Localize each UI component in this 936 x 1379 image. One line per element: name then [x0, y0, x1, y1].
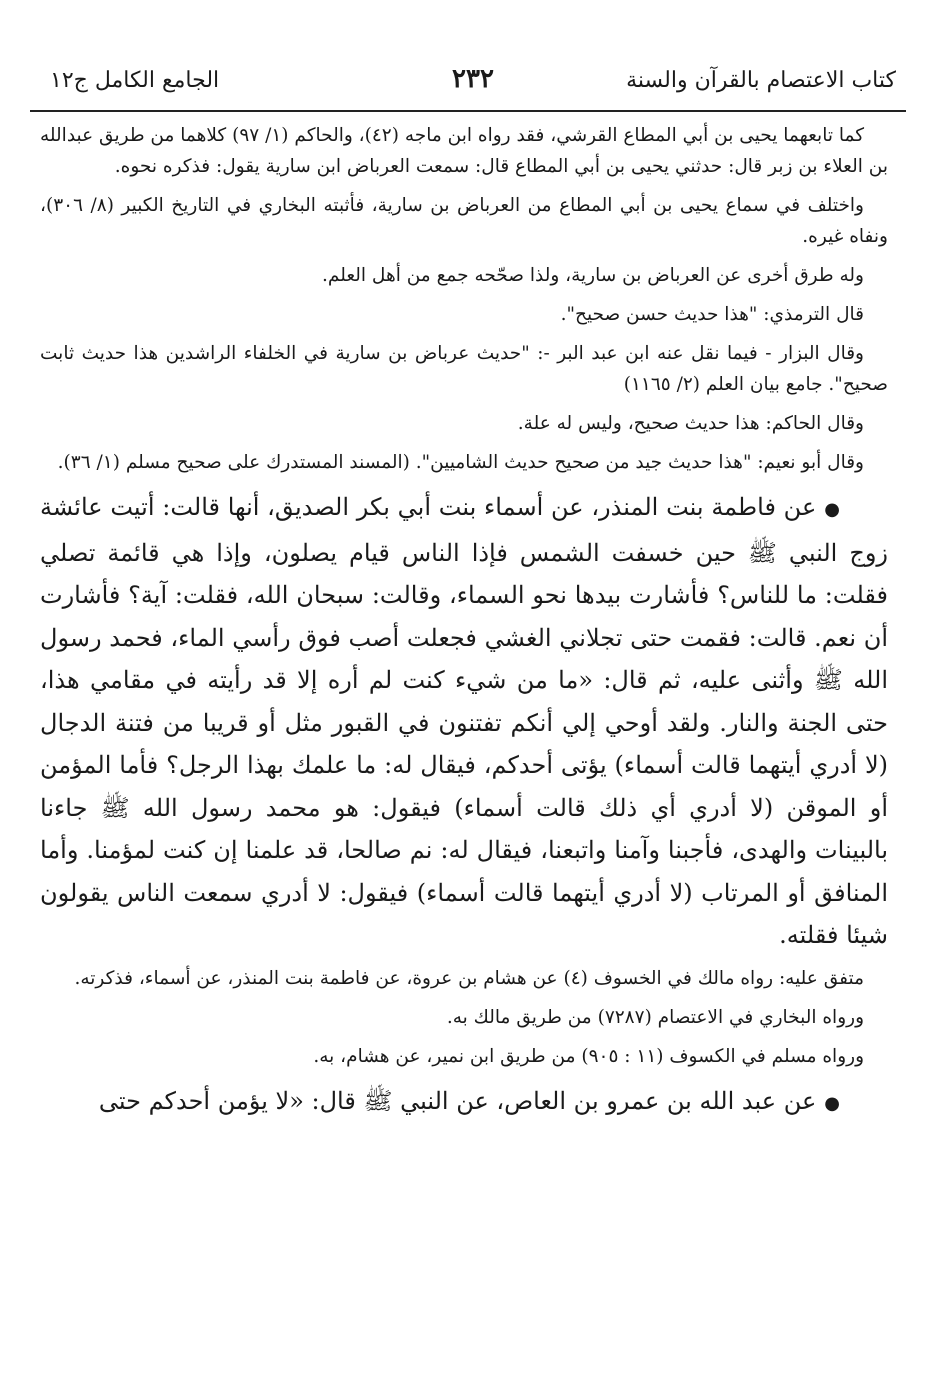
- takhrij-paragraph: متفق عليه: رواه مالك في الخسوف (٤) عن هشام بن عروة، عن فاطمة بنت المنذر، عن أسماء، فذكرته.: [74, 967, 864, 989]
- paragraph: وله طرق أخرى عن العرباض بن سارية، ولذا صحّحه جمع من أهل العلم.: [322, 265, 864, 286]
- hadith-body: عن فاطمة بنت المنذر، عن أسماء بنت أبي بكر الصديق، أنها قالت: أتيت عائشة زوج النبي ﷺ حين خسفت الشمس فإذا الناس قيام يصلون، وإذا هي قائمة تصلي فقلت: ما للناس؟ فأشارت بيدها نحو السماء، وقالت: سبحان الله، فقلت: آية؟ فأشارت أن نعم. قالت: فقمت حتى تجلاني الغشي فجعلت أصب فوق رأسي الماء، فحمد رسول الله ﷺ وأثنى عليه، ثم قال: «ما من شيء كنت لم أره إلا قد رأيته في مقامي هذا، حتى الجنة والنار. ولقد أوحي إلي أنكم تفتنون في القبور مثل أو قريبا من فتنة الدجال (لا أدري أيتهما قالت أسماء) يؤتى أحدكم، فيقال له: ما علمك بهذا الرجل؟ فأما المؤمن أو الموقن (لا أدري أي ذلك قالت أسماء) فيقول: هو محمد رسول الله ﷺ جاءنا بالبينات والهدى، فأجبنا وآمنا واتبعنا، فيقال له: نم صالحا، قد علمنا إن كنت لمؤمنا. وأما المنافق أو المرتاب (لا أدري أيتهما قالت أسماء) فيقول: لا أدري سمعت الناس يقولون شيئا فقلته.: [40, 493, 888, 949]
- takhrij-paragraph: ورواه مسلم في الكسوف (١١ : ٩٠٥) من طريق ابن نمير، عن هشام، به.: [313, 1045, 864, 1067]
- bullet-icon: ●: [824, 499, 840, 520]
- page-body: [40, 120, 888, 1131]
- hadith-body: عن عبد الله بن عمرو بن العاص، عن النبي ﷺ قال: «لا يؤمن أحدكم حتى: [98, 1086, 817, 1115]
- paragraph: وقال البزار - فيما نقل عنه ابن عبد البر -: "حديث عرباض بن سارية في الخلفاء الراشدين هذا حديث ثابت صحيح". جامع بيان العلم (٢/ ١١٦٥): [40, 343, 888, 395]
- paragraph: وقال الحاكم: هذا حديث صحيح، وليس له علة.: [517, 413, 864, 434]
- takhrij-paragraph: ورواه البخاري في الاعتصام (٧٢٨٧) من طريق مالك به.: [446, 1006, 864, 1028]
- bullet-icon: ●: [824, 1092, 840, 1114]
- paragraph: قال الترمذي: "هذا حديث حسن صحيح".: [560, 304, 864, 325]
- header-divider: [30, 110, 906, 112]
- volume-label: الجامع الكامل ج١٢: [50, 68, 220, 93]
- running-title: كتاب الاعتصام بالقرآن والسنة: [626, 68, 896, 93]
- paragraph: وقال أبو نعيم: "هذا حديث جيد من صحيح حديث الشاميين". (المسند المستدرك على صحيح مسلم (١/ ٣٦).: [57, 452, 864, 473]
- hadith-text: [40, 1080, 888, 1126]
- page-number: ٢٣٢: [452, 64, 494, 94]
- page-header: [50, 62, 896, 102]
- paragraph: كما تابعهما يحيى بن أبي المطاع القرشي، فقد رواه ابن ماجه (٤٢)، والحاكم (١/ ٩٧) كلاهما من طريق عبدالله بن العلاء بن زبر قال: حدثني يحيى بن أبي المطاع قال: سمعت العرباض ابن سارية يقول: فذكره نحوه.: [40, 125, 888, 177]
- paragraph: واختلف في سماع يحيى بن أبي المطاع من العرباض بن سارية، فأثبته البخاري في التاريخ الكبير (٨/ ٣٠٦)، ونفاه غيره.: [40, 195, 888, 247]
- hadith-text: [40, 486, 888, 957]
